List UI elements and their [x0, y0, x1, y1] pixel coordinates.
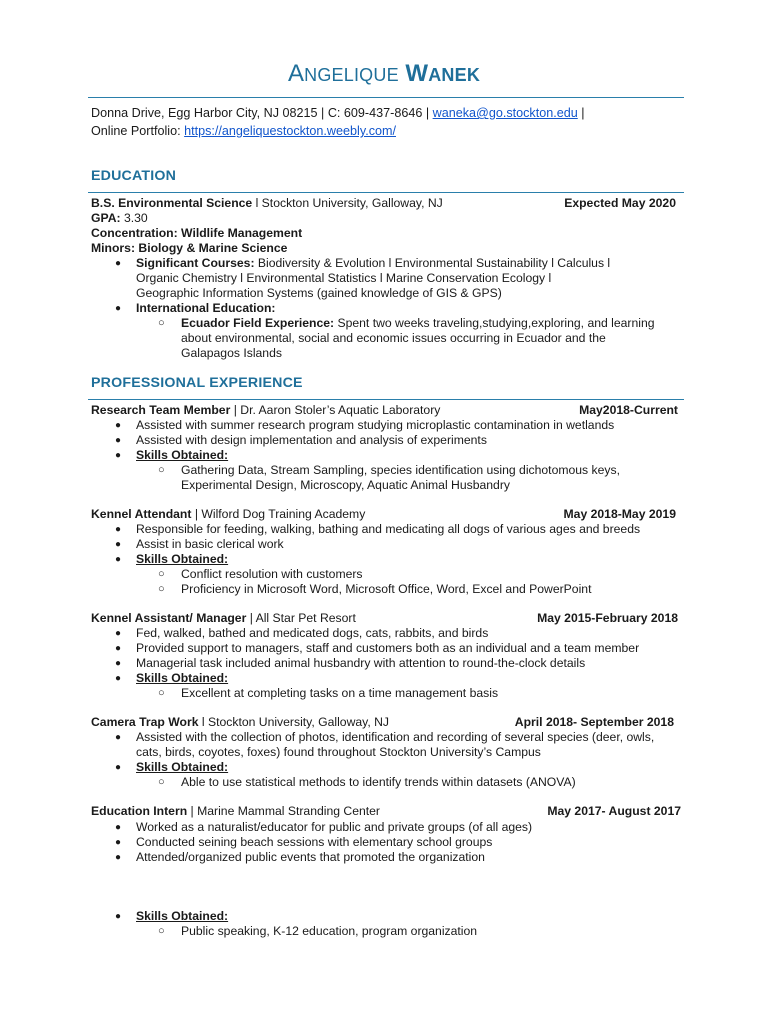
skill-item: Gathering Data, Stream Sampling, species identification using dichotomous keys,: [181, 463, 620, 477]
circle-bullet-icon: ○: [158, 776, 165, 788]
degree: B.S. Environmental Science: [91, 196, 253, 210]
job-bullet: Assisted with summer research program studying microplastic contamination in wetlands: [136, 418, 615, 432]
bullet-icon: ●: [115, 628, 122, 639]
candidate-name: [0, 60, 768, 88]
first-name-rest: NGELIQUE: [304, 65, 399, 85]
job-date: April 2018- September 2018: [514, 715, 674, 729]
skills-label: Skills Obtained:: [136, 909, 229, 923]
job-role: Camera Trap Work: [91, 715, 199, 729]
job-role: Research Team Member: [91, 403, 231, 417]
contact-line: [91, 106, 585, 121]
bullet-icon: ●: [115, 822, 122, 833]
experience-divider: [88, 399, 684, 400]
job-bullet: Attended/organized public events that promoted the organization: [136, 850, 485, 864]
ecuador-line-2: about environmental, social and economic issues occurring in Ecuador and the: [181, 331, 606, 345]
bullet-icon: ●: [115, 852, 122, 863]
job-role: Kennel Assistant/ Manager: [91, 611, 247, 625]
gpa-value: 3.30: [120, 211, 148, 225]
courses-line-1: [136, 256, 610, 271]
education-divider: [88, 192, 684, 193]
experience-heading: PROFESSIONAL EXPERIENCE: [91, 375, 303, 391]
job-date: May 2015-February 2018: [537, 611, 678, 625]
job-header: [91, 804, 380, 819]
skill-item: Able to use statistical methods to identify trends within datasets (ANOVA): [181, 775, 576, 789]
job-bullet: Assisted with design implementation and analysis of experiments: [136, 433, 487, 447]
job-role: Kennel Attendant: [91, 507, 192, 521]
email-link[interactable]: waneka@go.stockton.edu: [432, 106, 578, 120]
bullet-icon: ●: [115, 762, 122, 773]
circle-bullet-icon: ○: [158, 464, 165, 476]
job-bullet: Assisted with the collection of photos, identification and recording of several species (deer, owls,: [136, 730, 655, 744]
address-phone: Donna Drive, Egg Harbor City, NJ 08215 | C: 609-437-8646 |: [91, 106, 433, 120]
portfolio-link[interactable]: https://angeliquestockton.weebly.com/: [184, 124, 396, 138]
skills-label: Skills Obtained:: [136, 448, 229, 462]
job-bullet: Provided support to managers, staff and customers both as an individual and a team member: [136, 641, 640, 655]
ecuador-line-3: Galapagos Islands: [181, 346, 282, 360]
job-header: [91, 403, 440, 418]
courses-label: Significant Courses:: [136, 256, 255, 270]
job-org: | Wilford Dog Training Academy: [191, 507, 366, 521]
bullet-icon: ●: [115, 303, 122, 314]
circle-bullet-icon: ○: [158, 583, 165, 595]
intl-education-label: International Education:: [136, 301, 276, 315]
job-date: May 2017- August 2017: [547, 804, 681, 818]
job-bullet: Responsible for feeding, walking, bathing and medicating all dogs of various ages and breeds: [136, 522, 641, 536]
job-bullet: Worked as a naturalist/educator for public and private groups (of all ages): [136, 820, 533, 834]
skills-label: Skills Obtained:: [136, 552, 229, 566]
courses-line-3: Geographic Information Systems (gained knowledge of GIS & GPS): [136, 286, 502, 300]
last-name-initial: W: [405, 60, 429, 87]
skill-item: Excellent at completing tasks on a time management basis: [181, 686, 499, 700]
gpa-line: [91, 211, 148, 226]
job-org: | Dr. Aaron Stoler’s Aquatic Laboratory: [230, 403, 441, 417]
school: l Stockton University, Galloway, NJ: [252, 196, 443, 210]
skill-item: Experimental Design, Microscopy, Aquatic Animal Husbandry: [181, 478, 510, 492]
job-org: l Stockton University, Galloway, NJ: [198, 715, 390, 729]
job-role: Education Intern: [91, 804, 188, 818]
skill-item: Proficiency in Microsoft Word, Microsoft Office, Word, Excel and PowerPoint: [181, 582, 592, 596]
bullet-icon: ●: [115, 258, 122, 269]
job-org: | Marine Mammal Stranding Center: [187, 804, 380, 818]
education-date: Expected May 2020: [564, 196, 676, 210]
job-header: [91, 611, 356, 626]
job-org: | All Star Pet Resort: [246, 611, 356, 625]
circle-bullet-icon: ○: [158, 687, 165, 699]
circle-bullet-icon: ○: [158, 568, 165, 580]
education-heading: EDUCATION: [91, 168, 177, 184]
circle-bullet-icon: ○: [158, 317, 165, 329]
last-name-rest: ANEK: [428, 65, 481, 85]
ecuador-line-1: [181, 316, 655, 331]
bullet-icon: ●: [115, 450, 122, 461]
skill-item: Public speaking, K-12 education, program organization: [181, 924, 478, 938]
gpa-label: GPA:: [91, 211, 121, 225]
bullet-icon: ●: [115, 911, 122, 922]
circle-bullet-icon: ○: [158, 925, 165, 937]
ecuador-label: Ecuador Field Experience:: [181, 316, 335, 330]
skill-item: Conflict resolution with customers: [181, 567, 363, 581]
portfolio-label: Online Portfolio:: [91, 124, 185, 138]
bullet-icon: ●: [115, 732, 122, 743]
job-header: [91, 507, 365, 522]
job-header: [91, 715, 389, 730]
bullet-icon: ●: [115, 837, 122, 848]
bullet-icon: ●: [115, 539, 122, 550]
job-bullet: Fed, walked, bathed and medicated dogs, cats, rabbits, and birds: [136, 626, 489, 640]
courses-text-1: Biodiversity & Evolution l Environmental Sustainability l Calculus l: [254, 256, 611, 270]
ecuador-text-1: Spent two weeks traveling,studying,exploring, and learning: [334, 316, 655, 330]
job-date: May 2018-May 2019: [563, 507, 676, 521]
bullet-icon: ●: [115, 673, 122, 684]
bullet-icon: ●: [115, 435, 122, 446]
contact-separator: |: [577, 106, 585, 120]
bullet-icon: ●: [115, 643, 122, 654]
bullet-icon: ●: [115, 658, 122, 669]
skills-label: Skills Obtained:: [136, 671, 229, 685]
bullet-icon: ●: [115, 420, 122, 431]
header-divider: [88, 97, 684, 98]
bullet-icon: ●: [115, 554, 122, 565]
job-bullet-continued: cats, birds, coyotes, foxes) found throughout Stockton University’s Campus: [136, 745, 541, 759]
minors: Minors: Biology & Marine Science: [91, 241, 288, 255]
bullet-icon: ●: [115, 524, 122, 535]
skills-label: Skills Obtained:: [136, 760, 229, 774]
portfolio-line: [91, 124, 396, 139]
first-name-initial: A: [287, 60, 305, 87]
courses-line-2: Organic Chemistry l Environmental Statistics l Marine Conservation Ecology l: [136, 271, 552, 285]
job-bullet: Conducted seining beach sessions with elementary school groups: [136, 835, 493, 849]
job-bullet: Managerial task included animal husbandry with attention to round-the-clock details: [136, 656, 586, 670]
concentration: Concentration: Wildlife Management: [91, 226, 303, 240]
degree-line: [91, 196, 443, 211]
job-date: May2018-Current: [579, 403, 678, 417]
job-bullet: Assist in basic clerical work: [136, 537, 284, 551]
